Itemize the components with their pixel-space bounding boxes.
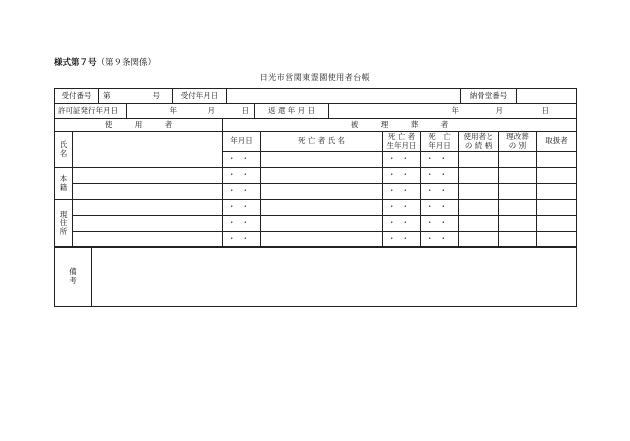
dai-label: 第 — [103, 90, 111, 100]
permit-year: 年 — [169, 105, 177, 115]
side-label-name — [55, 132, 73, 168]
user-domicile-cell[interactable] — [73, 168, 223, 184]
user-section-header: 使 用 者 — [55, 119, 223, 132]
row-birth-cell[interactable]: ・・ — [383, 216, 421, 232]
row-handler-cell[interactable] — [537, 200, 577, 216]
col-date-header: 年月日 — [223, 132, 261, 152]
row-date-cell[interactable]: ・・ — [223, 232, 261, 248]
row-birth-cell[interactable]: ・・ — [383, 232, 421, 248]
document-title: 日光市営関東霊園使用者台帳 — [259, 73, 371, 82]
reception-no-label: 受付番号 — [55, 89, 99, 104]
row-handler-cell[interactable] — [537, 168, 577, 184]
row-deceased-name-cell[interactable] — [261, 216, 383, 232]
remarks-field[interactable] — [92, 247, 577, 307]
row-date-cell[interactable]: ・・ — [223, 184, 261, 200]
return-date-field[interactable] — [329, 104, 577, 119]
row-death-cell[interactable]: ・・ — [421, 184, 459, 200]
row-reburial-cell[interactable] — [499, 216, 537, 232]
side-label-hon: 本 — [59, 173, 68, 183]
table-row — [55, 216, 577, 232]
col-reburial-line2: の 別 — [508, 140, 527, 150]
side-label-seki: 籍 — [59, 182, 68, 192]
row-deceased-name-cell[interactable] — [261, 200, 383, 216]
ossuary-no-label: 納骨堂番号 — [461, 89, 517, 104]
user-name-cell[interactable] — [73, 132, 223, 168]
row-death-cell[interactable]: ・・ — [421, 216, 459, 232]
remarks-table — [54, 246, 577, 307]
reception-date-field[interactable] — [227, 89, 461, 104]
user-address-cell[interactable] — [73, 200, 223, 216]
row-date-cell[interactable]: ・・ — [223, 152, 261, 168]
side-label-shi: 氏 — [59, 139, 68, 149]
remarks-label-top: 備 — [69, 266, 77, 276]
reception-date-label: 受付年月日 — [173, 89, 227, 104]
permit-date-field[interactable] — [127, 104, 255, 119]
permit-table — [54, 103, 577, 119]
permit-date-label: 許可証発行年月日 — [55, 104, 127, 119]
col-handler-header: 取扱者 — [537, 132, 577, 152]
return-date-label: 返 還 年 月 日 — [255, 104, 329, 119]
col-relationship-line2: の 続 柄 — [464, 140, 493, 150]
article-reference: （第９条関係） — [96, 58, 157, 68]
table-row — [55, 184, 577, 200]
row-deceased-name-cell[interactable] — [261, 184, 383, 200]
row-date-cell[interactable]: ・・ — [223, 168, 261, 184]
row-birth-cell[interactable]: ・・ — [383, 200, 421, 216]
row-birth-cell[interactable]: ・・ — [383, 168, 421, 184]
form-number — [54, 56, 156, 68]
reception-no-field[interactable] — [99, 89, 173, 104]
remarks-label-bottom: 考 — [69, 275, 77, 285]
row-death-cell[interactable]: ・・ — [421, 200, 459, 216]
row-death-cell[interactable]: ・・ — [421, 232, 459, 248]
row-date-cell[interactable]: ・・ — [223, 200, 261, 216]
side-label-gen: 現 — [59, 209, 68, 219]
form-number-label: 様式第７号 — [54, 58, 97, 68]
row-handler-cell[interactable] — [537, 216, 577, 232]
user-domicile-cell-2[interactable] — [73, 184, 223, 200]
row-death-cell[interactable]: ・・ — [421, 152, 459, 168]
row-date-cell[interactable]: ・・ — [223, 216, 261, 232]
register-table — [54, 118, 577, 248]
row-relationship-cell[interactable] — [459, 152, 499, 168]
col-relationship-header — [459, 132, 499, 152]
row-relationship-cell[interactable] — [459, 168, 499, 184]
col-reburial-header — [499, 132, 537, 152]
side-label-sho: 所 — [59, 226, 68, 236]
go-label: 号 — [152, 90, 160, 100]
row-reburial-cell[interactable] — [499, 152, 537, 168]
row-deceased-name-cell[interactable] — [261, 152, 383, 168]
col-relationship-line1: 使用者と — [463, 131, 494, 141]
row-reburial-cell[interactable] — [499, 184, 537, 200]
col-birth-line1: 死 亡 者 — [387, 131, 416, 141]
col-death-line2: 年月日 — [428, 140, 451, 150]
row-reburial-cell[interactable] — [499, 200, 537, 216]
row-relationship-cell[interactable] — [459, 184, 499, 200]
deceased-section-header: 被 理 葬 者 — [223, 119, 577, 132]
side-label-address — [55, 200, 73, 248]
permit-day: 日 — [241, 105, 249, 115]
col-reburial-line1: 理改葬 — [506, 131, 529, 141]
row-handler-cell[interactable] — [537, 152, 577, 168]
row-reburial-cell[interactable] — [499, 168, 537, 184]
reception-table — [54, 88, 577, 104]
return-day: 日 — [541, 105, 549, 115]
col-death-line1: 死 亡 — [428, 131, 451, 141]
side-label-na: 名 — [59, 148, 68, 158]
user-address-cell-2[interactable] — [73, 216, 223, 232]
side-label-jyu: 住 — [59, 218, 68, 228]
return-year: 年 — [451, 105, 459, 115]
table-row — [55, 200, 577, 216]
permit-month: 月 — [207, 105, 215, 115]
return-month: 月 — [495, 105, 503, 115]
col-birth-line2: 生年月日 — [386, 140, 417, 150]
row-relationship-cell[interactable] — [459, 200, 499, 216]
row-birth-cell[interactable]: ・・ — [383, 184, 421, 200]
remarks-label — [55, 247, 92, 307]
table-row — [55, 168, 577, 184]
row-handler-cell[interactable] — [537, 184, 577, 200]
col-birth-header — [383, 132, 421, 152]
row-birth-cell[interactable]: ・・ — [383, 152, 421, 168]
row-death-cell[interactable]: ・・ — [421, 168, 459, 184]
ossuary-no-field[interactable] — [517, 89, 577, 104]
col-death-header — [421, 132, 459, 152]
row-relationship-cell[interactable] — [459, 216, 499, 232]
side-label-honseki — [55, 168, 73, 200]
row-deceased-name-cell[interactable] — [261, 168, 383, 184]
col-deceased-name-header: 死 亡 者 氏 名 — [261, 132, 383, 152]
